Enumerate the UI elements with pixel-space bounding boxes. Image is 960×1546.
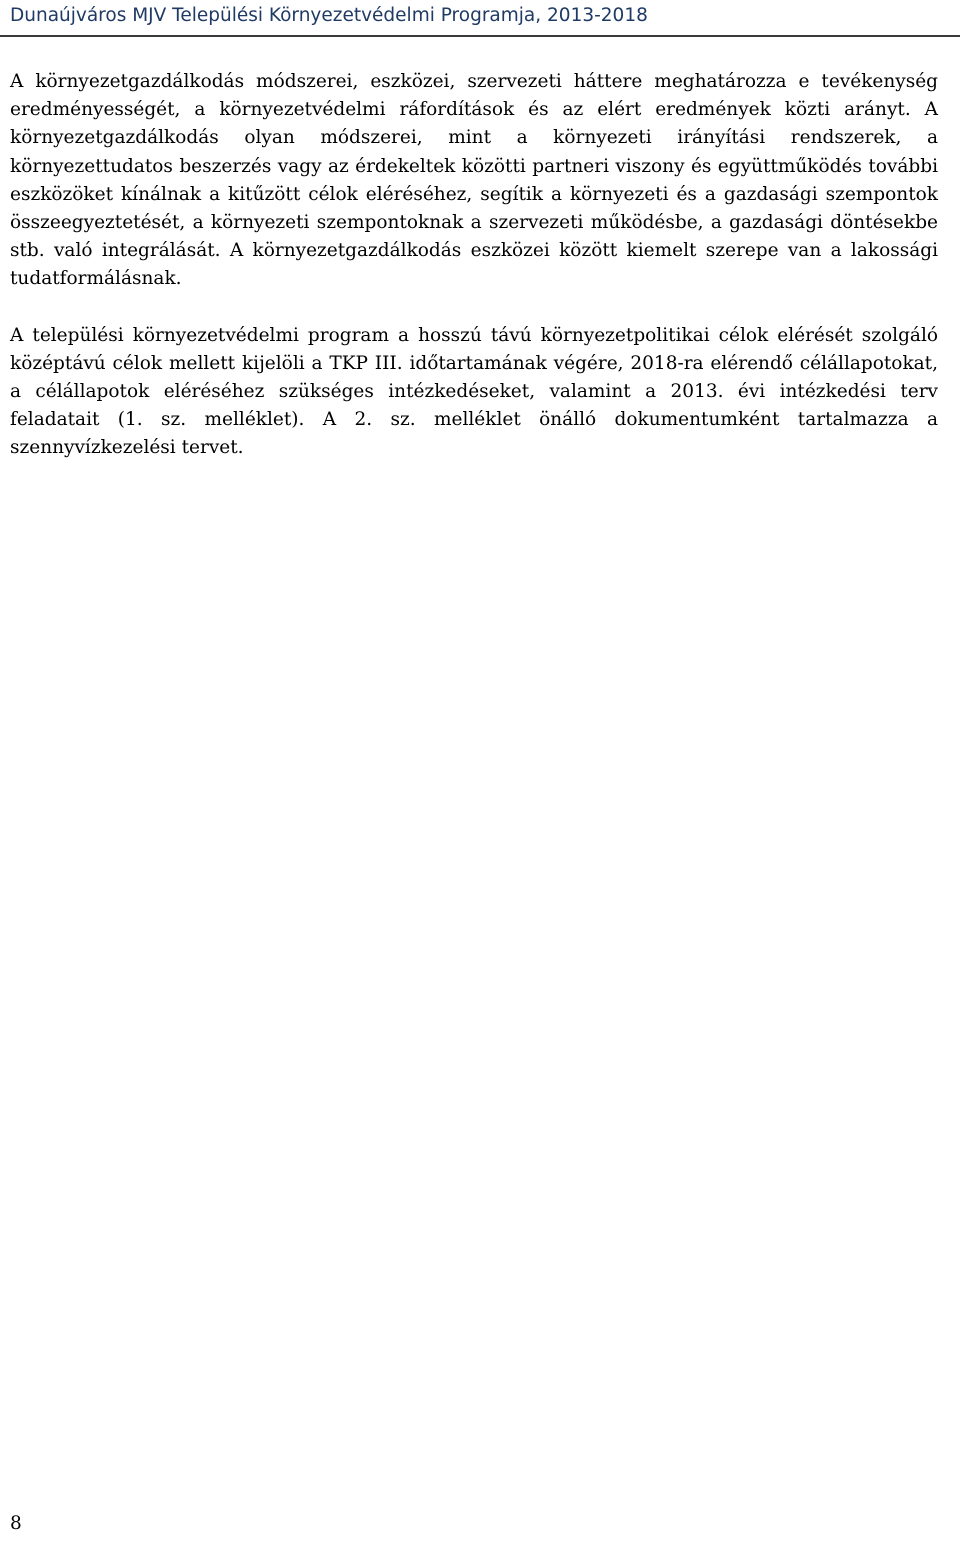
page-header-title: Dunaújváros MJV Települési Környezetvédelmi Programja, 2013-2018 bbox=[10, 5, 648, 26]
paragraph-2: A települési környezetvédelmi program a hosszú távú környezetpolitikai célok elérését szolgáló középtávú célok mellett kijelöli a TKP III. időtartamának végére, 2018-ra elérendő célállapotokat, a célállapotok eléréséhez szükséges intézkedéseket, valamint a 2013. évi intézkedési terv feladatait (1. sz. melléklet). A 2. sz. melléklet önálló dokumentumként tartalmazza a szennyvízkezelési tervet. bbox=[10, 324, 938, 459]
paragraph-1: A környezetgazdálkodás módszerei, eszközei, szervezeti háttere meghatározza e tevékenység eredményességét, a környezetvédelmi ráfordítások és az elért eredmények közti arányt. A környezetgazdálkodás olyan módszerei, mint a környezeti irányítási rendszerek, a környezettudatos beszerzés vagy az érdekeltek közötti partneri viszony és együttműködés további eszközöket kínálnak a kitűzött célok eléréséhez, segítik a környezeti és a gazdasági szempontok összeegyeztetését, a környezeti szempontoknak a szervezeti működésbe, a gazdasági döntésekbe stb. való integrálását. A környezetgazdálkodás eszközei között kiemelt szerepe van a lakossági tudatformálásnak. bbox=[10, 71, 938, 290]
document-body bbox=[10, 68, 938, 463]
page-number: 8 bbox=[10, 1513, 22, 1534]
header-divider bbox=[0, 35, 960, 37]
